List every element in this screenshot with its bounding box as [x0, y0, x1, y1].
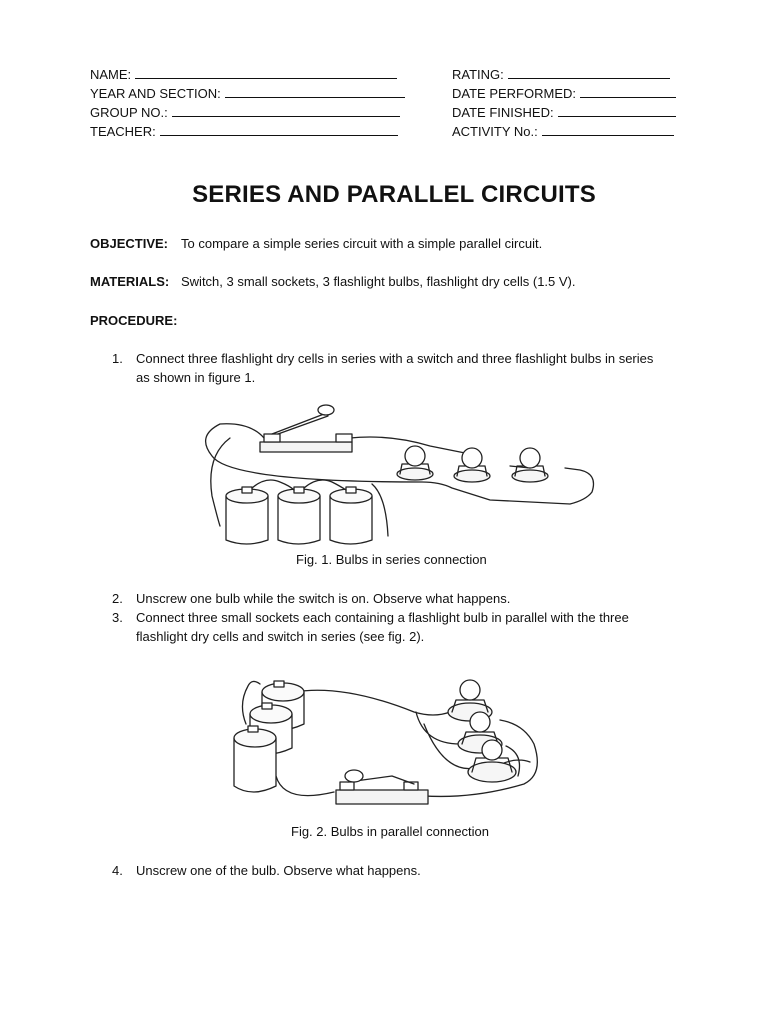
- bulb: [397, 446, 433, 480]
- name-field[interactable]: [90, 65, 397, 84]
- figure-2-caption: Fig. 2. Bulbs in parallel connection: [291, 824, 490, 839]
- step-number: 3.: [112, 610, 123, 625]
- step-2-line-1: Unscrew one bulb while the switch is on. Observe what happens.: [136, 591, 511, 606]
- wire: [294, 690, 476, 768]
- materials-text: Switch, 3 small sockets, 3 flashlight bulbs, flashlight dry cells (1.5 V).: [181, 274, 576, 289]
- step-3-line-2: flashlight dry cells and switch in series (see fig. 2).: [136, 629, 425, 644]
- date-performed-field[interactable]: [452, 84, 676, 103]
- bulb: [454, 448, 490, 482]
- teacher-label: TEACHER:: [90, 124, 156, 139]
- name-blank[interactable]: [135, 65, 397, 79]
- step-number: 2.: [112, 591, 123, 606]
- rating-blank[interactable]: [508, 65, 670, 79]
- year-section-field[interactable]: [90, 84, 405, 103]
- step-3-line-1: Connect three small sockets each containing a flashlight bulb in parallel with the three: [136, 610, 629, 625]
- procedure-label: PROCEDURE:: [90, 313, 178, 328]
- dry-cell: [330, 487, 372, 544]
- year-section-label: YEAR AND SECTION:: [90, 86, 221, 101]
- objective-label: OBJECTIVE:: [90, 236, 169, 251]
- step-1-line-1: Connect three flashlight dry cells in series with a switch and three flashlight bulbs in series: [136, 351, 654, 366]
- parallel-circuit-figure: [224, 664, 564, 824]
- activity-blank[interactable]: [542, 122, 674, 136]
- date-performed-blank[interactable]: [580, 84, 676, 98]
- rating-label: RATING:: [452, 67, 504, 82]
- year-section-blank[interactable]: [225, 84, 405, 98]
- step-number: 4.: [112, 863, 123, 878]
- objective-text: To compare a simple series circuit with a simple parallel circuit.: [181, 236, 543, 251]
- bulb: [512, 448, 548, 482]
- rating-field[interactable]: [452, 65, 670, 84]
- date-finished-field[interactable]: [452, 103, 676, 122]
- teacher-field[interactable]: [90, 122, 398, 141]
- activity-label: ACTIVITY No.:: [452, 124, 538, 139]
- activity-field[interactable]: [452, 122, 674, 141]
- step-number: 1.: [112, 351, 123, 366]
- switch: [260, 405, 352, 452]
- dry-cell: [234, 726, 276, 792]
- date-finished-label: DATE FINISHED:: [452, 105, 554, 120]
- series-circuit-figure: [190, 396, 610, 556]
- group-field[interactable]: [90, 103, 400, 122]
- date-finished-blank[interactable]: [558, 103, 676, 117]
- step-4-line-1: Unscrew one of the bulb. Observe what happens.: [136, 863, 421, 878]
- dry-cell: [278, 487, 320, 544]
- switch: [336, 770, 428, 804]
- wire: [372, 484, 388, 536]
- figure-1-caption: Fig. 1. Bulbs in series connection: [296, 552, 487, 567]
- group-label: GROUP NO.:: [90, 105, 168, 120]
- group-blank[interactable]: [172, 103, 400, 117]
- page-title: SERIES AND PARALLEL CIRCUITS: [192, 181, 596, 208]
- step-1-line-2: as shown in figure 1.: [136, 370, 256, 385]
- name-label: NAME:: [90, 67, 132, 82]
- materials-label: MATERIALS:: [90, 274, 170, 289]
- date-performed-label: DATE PERFORMED:: [452, 86, 576, 101]
- teacher-blank[interactable]: [160, 122, 398, 136]
- dry-cell: [226, 487, 268, 544]
